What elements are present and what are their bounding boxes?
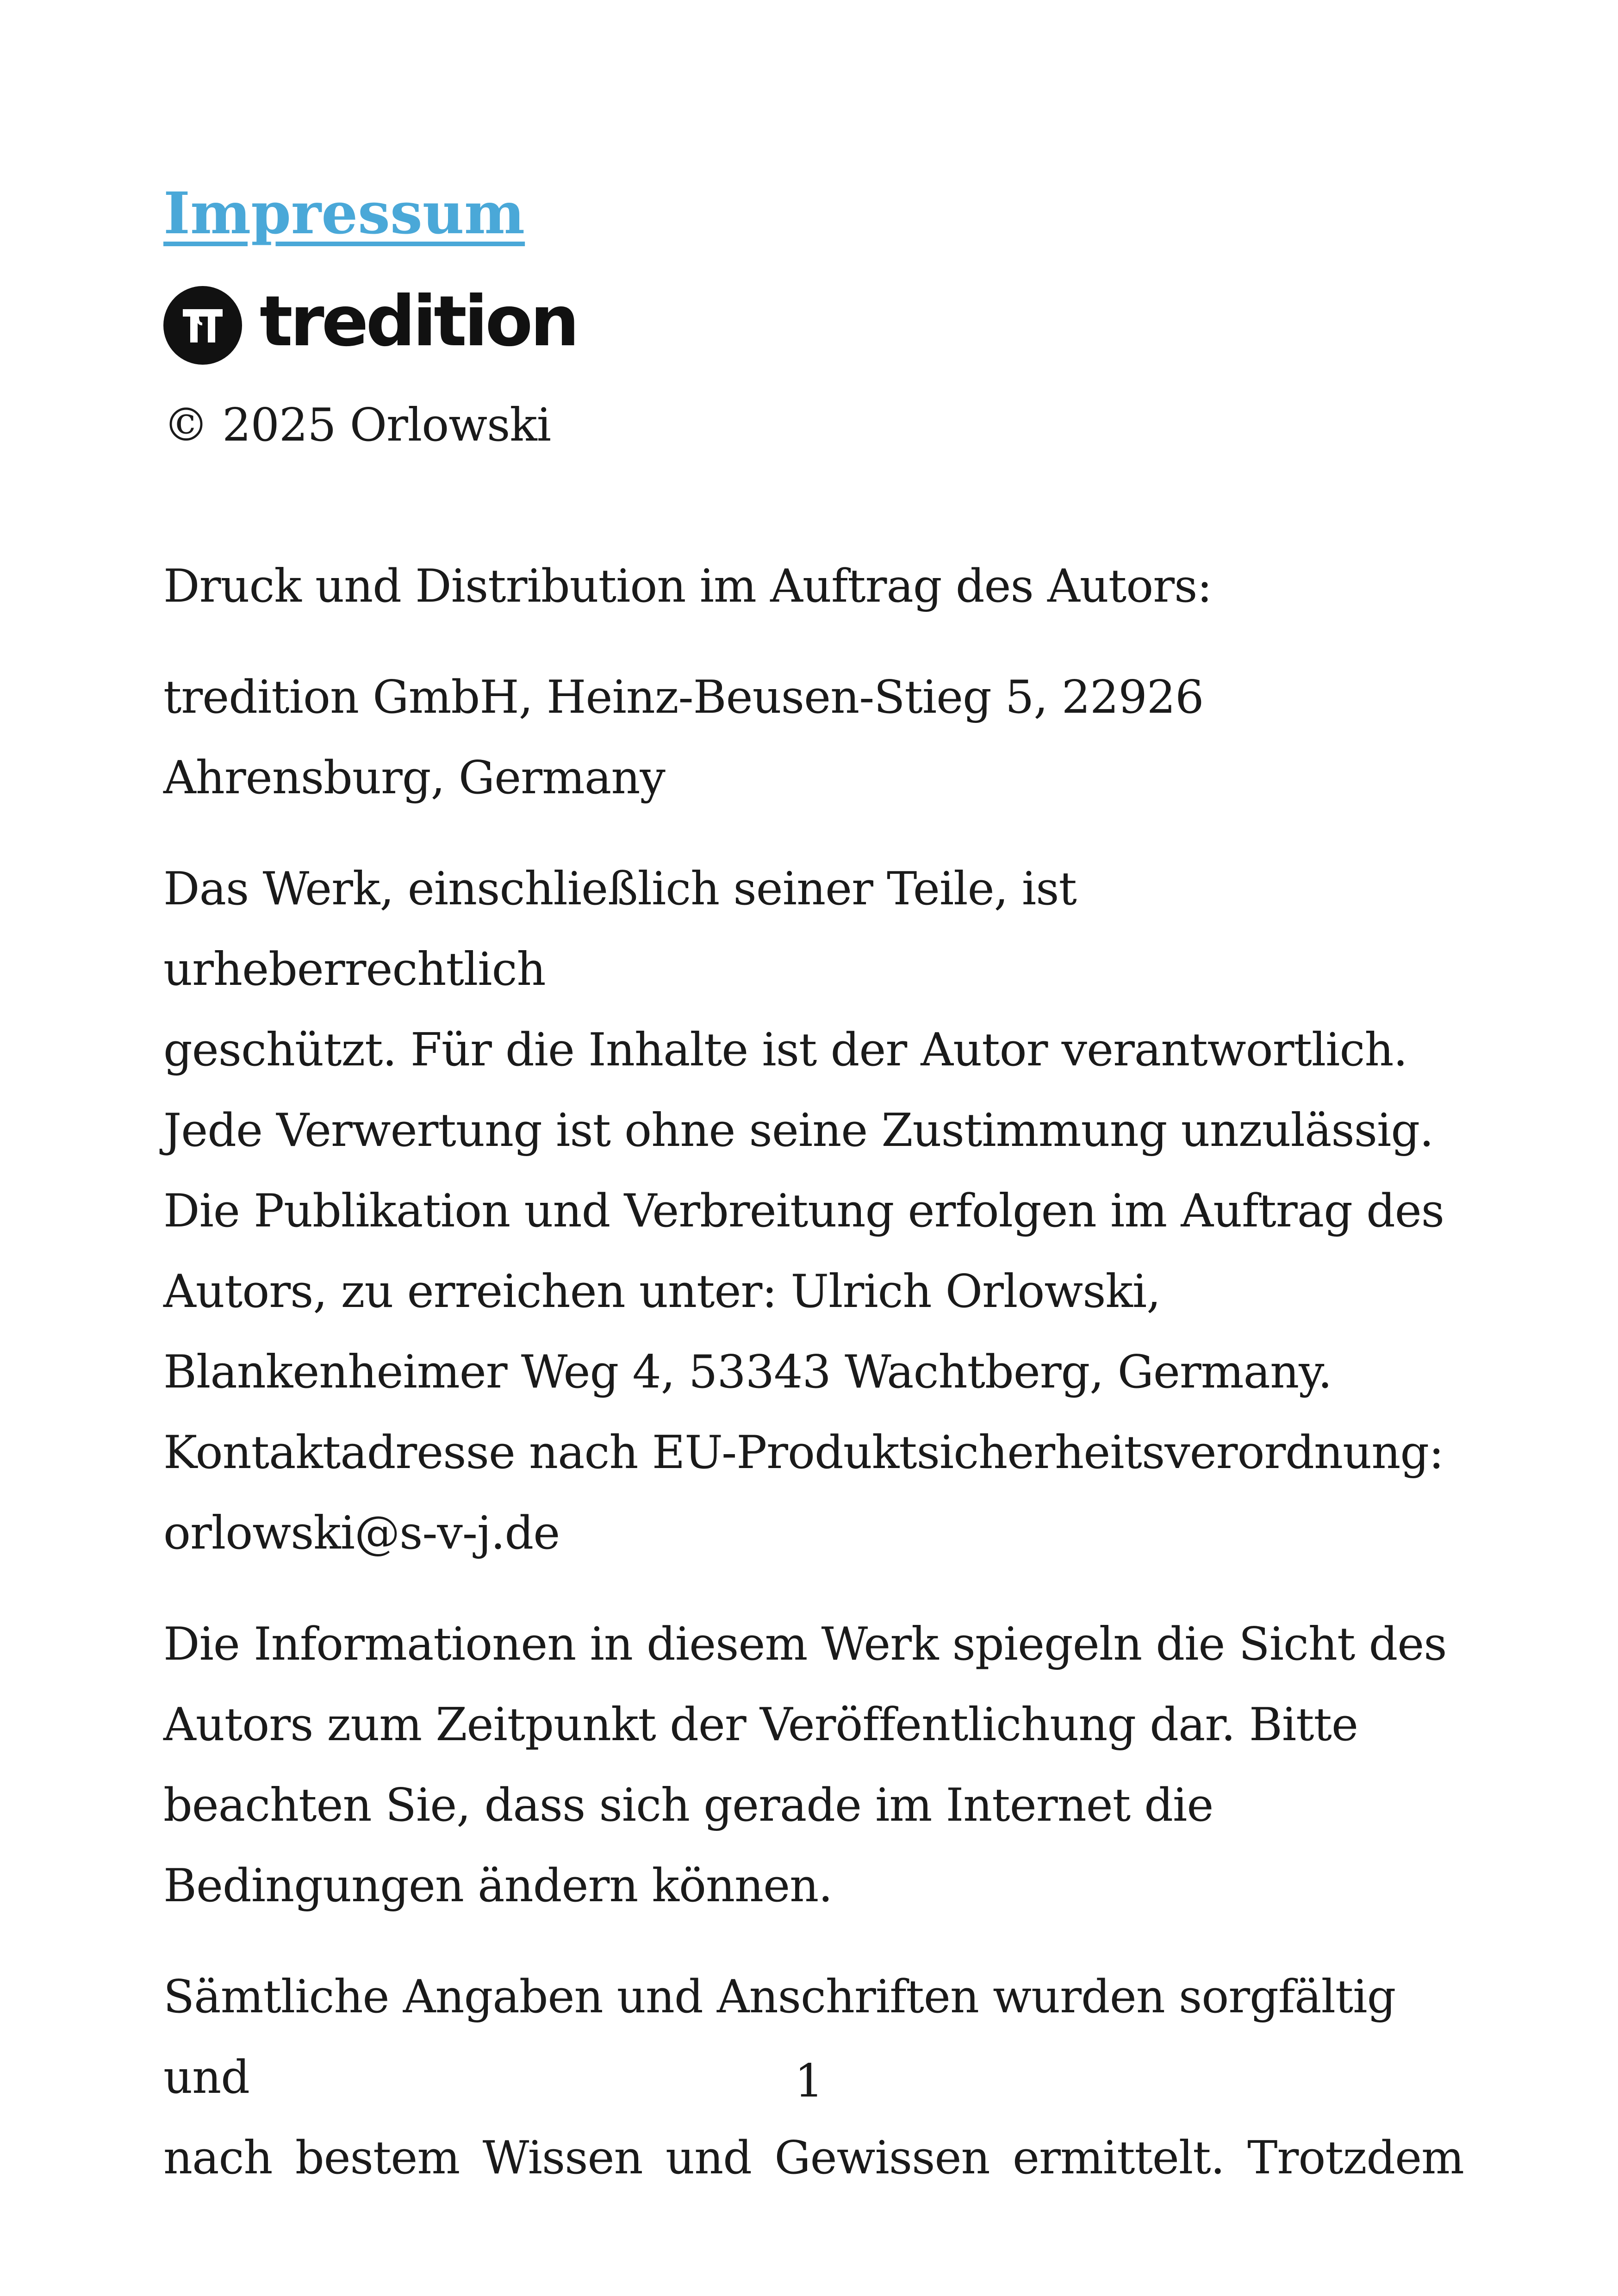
paragraph-line: Bedingungen ändern können. — [163, 1860, 833, 1912]
page-number: 1 — [794, 2055, 824, 2108]
print-distribution-note: Druck und Distribution im Auftrag des Autors: — [163, 560, 1212, 613]
publisher-logo — [163, 281, 1464, 365]
paragraph-line: Blankenheimer Weg 4, 53343 Wachtberg, Germany. — [163, 1346, 1332, 1399]
paragraph-line: geschützt. Für die Inhalte ist der Autor verantwortlich. — [163, 1024, 1407, 1076]
paragraph-line: Das Werk, einschließlich seiner Teile, ist urheberrechtlich — [163, 863, 1077, 996]
information-paragraph — [163, 1604, 1464, 1926]
copyright-notice: © 2025 Orlowski — [163, 399, 551, 452]
paragraph-line: Jede Verwertung ist ohne seine Zustimmung unzulässig. — [163, 1104, 1434, 1157]
logo-wordmark: tredition — [260, 281, 577, 362]
paragraph-line: Die Publikation und Verbreitung erfolgen im Auftrag des — [163, 1185, 1444, 1238]
address-line: Ahrensburg, Germany — [163, 752, 665, 804]
paragraph-line: Kontaktadresse nach EU-Produktsicherheitsverordnung: — [163, 1426, 1444, 1479]
paragraph-line: Autors zum Zeitpunkt der Veröffentlichung dar. Bitte — [163, 1699, 1358, 1751]
page-title: Impressum — [163, 180, 525, 247]
tredition-logo-icon — [163, 286, 242, 365]
paragraph-line: Autors, zu erreichen unter: Ulrich Orlowski, — [163, 1265, 1161, 1318]
page-content — [163, 180, 1464, 2198]
copyright-paragraph — [163, 849, 1464, 1574]
publisher-address — [163, 657, 1464, 818]
paragraph-line: nach bestem Wissen und Gewissen ermittelt. Trotzdem — [163, 2132, 1464, 2184]
contact-email: orlowski@s-v-j.de — [163, 1507, 560, 1560]
address-line: tredition GmbH, Heinz-Beusen-Stieg 5, 22926 — [163, 671, 1204, 724]
paragraph-line: Die Informationen in diesem Werk spiegeln die Sicht des — [163, 1618, 1447, 1671]
paragraph-line: beachten Sie, dass sich gerade im Internet die — [163, 1779, 1214, 1832]
paragraph-line: Sämtliche Angaben und Anschriften wurden sorgfältig und — [163, 1971, 1396, 2104]
